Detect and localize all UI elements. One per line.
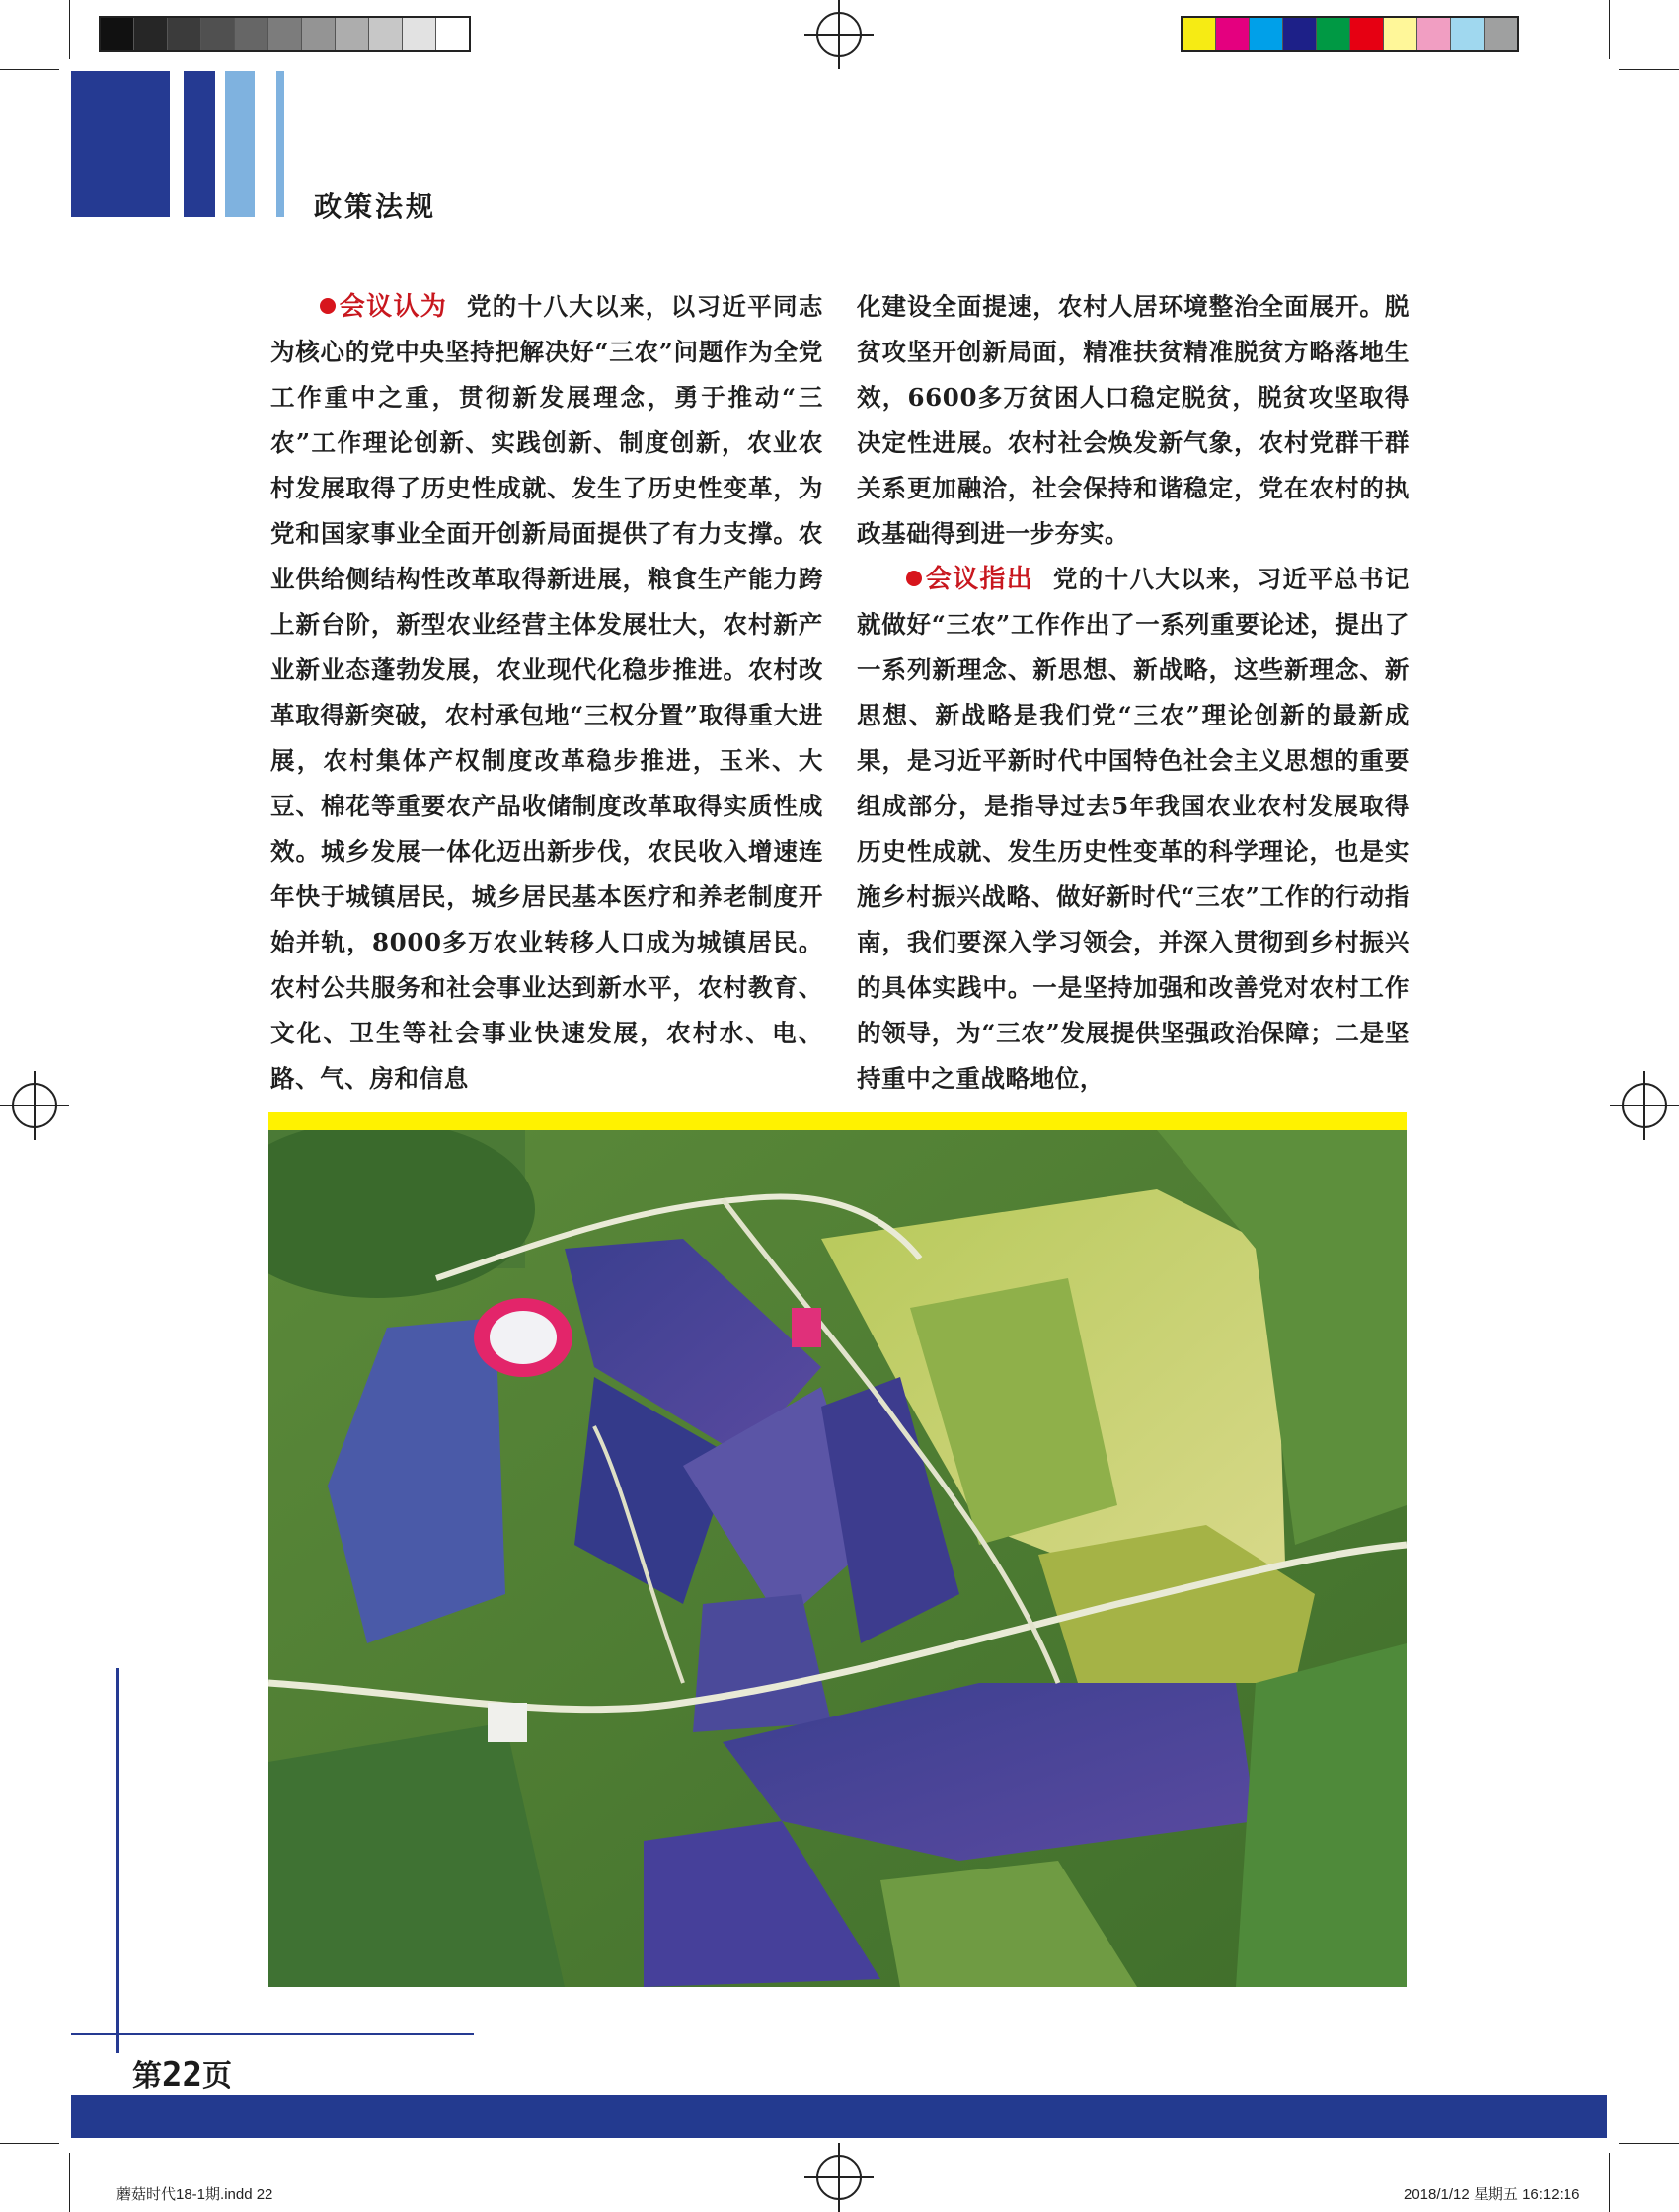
footer-horizontal-rule [71, 2033, 474, 2035]
aerial-farmland-photo [268, 1130, 1407, 1987]
header-block-light [225, 71, 255, 217]
print-timestamp: 2018/1/12 星期五 16:12:16 [1404, 2186, 1580, 2203]
color-swatch [1317, 18, 1350, 50]
color-swatch [1451, 18, 1485, 50]
gray-swatch [302, 18, 336, 50]
para2-text: 党的十八大以来，习近平总书记就做好“三农”工作作出了一系列重要论述，提出了一系列新理念、新思想、新战略，这些新理念、新思想、新战略是我们党“三农”理论创新的最新成果，是习近平新时代中国特色社会主义思想的重要组成部分，是指导过去5年我国农业农村发展取得历史性成就、发生历史性变革的科学理论，也是实施乡村振兴战略、做好新时代“三农”工作的行动指南，我们要深入学习领会，并深入贯彻到乡村振兴的具体实践中。一是坚持加强和改善党对农村工作的领导，为“三农”发展提供坚强政治保障；二是坚持重中之重战略地位， [857, 565, 1411, 1093]
color-swatch [1485, 18, 1517, 50]
registration-mark-bottom [804, 2143, 874, 2212]
color-swatch [1183, 18, 1216, 50]
crop-mark [1609, 2153, 1610, 2212]
article-column-right [857, 284, 1410, 1102]
para1-lead: 会议认为 [320, 292, 447, 322]
paragraph-1-continued: 化建设全面提速，农村人居环境整治全面展开。脱贫攻坚开创新局面，精准扶贫精准脱贫方略落地生效，6600多万贫困人口稳定脱贫，脱贫攻坚取得决定性进展。农村社会焕发新气象，农村党群干群关系更加融洽，社会保持和谐稳定，党在农村的执政基础得到进一步夯实。 [857, 292, 1410, 548]
gray-swatch [168, 18, 201, 50]
gray-swatch [201, 18, 235, 50]
color-swatch [1250, 18, 1283, 50]
page-number: 第22页 [132, 2055, 232, 2095]
gray-swatch [235, 18, 268, 50]
section-title: 政策法规 [314, 191, 437, 223]
header-block-dark-narrow [184, 71, 215, 217]
crop-mark [0, 69, 59, 70]
gray-swatch [101, 18, 134, 50]
gray-swatch [436, 18, 469, 50]
color-swatch [1417, 18, 1451, 50]
para1-text: 党的十八大以来，以习近平同志为核心的党中央坚持把解决好“三农”问题作为全党工作重中之重，贯彻新发展理念，勇于推动“三农”工作理论创新、实践创新、制度创新，农业农村发展取得了历史性成就、发生了历史性变革，为党和国家事业全面开创新局面提供了有力支撑。农业供给侧结构性改革取得新进展，粮食生产能力跨上新台阶，新型农业经营主体发展壮大，农村新产业新业态蓬勃发展，农业现代化稳步推进。农村改革取得新突破，农村承包地“三权分置”取得重大进展，农村集体产权制度改革稳步推进，玉米、大豆、棉花等重要农产品收储制度改革取得实质性成效。城乡发展一体化迈出新步伐，农民收入增速连年快于城镇居民，城乡居民基本医疗和养老制度开始并轨，8000多万农业转移人口成为城镇居民。农村公共服务和社会事业达到新水平，农村教育、文化、卫生等社会事业快速发展，农村水、电、路、气、房和信息 [270, 292, 824, 1093]
bullet-dot-icon [906, 571, 922, 586]
article-column-left [270, 284, 823, 1102]
registration-mark-right [1610, 1071, 1679, 1140]
para2-lead: 会议指出 [906, 565, 1033, 594]
gray-swatch [268, 18, 302, 50]
gray-swatch [134, 18, 168, 50]
registration-mark-top [804, 0, 874, 69]
crop-mark [69, 0, 70, 59]
paragraph-1 [270, 284, 823, 1102]
paragraph-2 [857, 557, 1410, 1102]
color-swatch [1350, 18, 1384, 50]
photo-top-bar [268, 1112, 1407, 1130]
footer-blue-bar [71, 2095, 1607, 2138]
registration-mark-left [0, 1071, 69, 1140]
grayscale-color-bar [99, 16, 471, 52]
crop-mark [1619, 2143, 1679, 2144]
header-block-dark-wide [71, 71, 170, 217]
color-swatch [1216, 18, 1250, 50]
gray-swatch [403, 18, 436, 50]
footer-vertical-rule [116, 1668, 119, 2053]
crop-mark [69, 2153, 70, 2212]
crop-mark [0, 2143, 59, 2144]
file-slug: 蘑菇时代18-1期.indd 22 [116, 2186, 273, 2203]
crop-mark [1609, 0, 1610, 59]
crop-mark [1619, 69, 1679, 70]
gray-swatch [369, 18, 403, 50]
bullet-dot-icon [320, 298, 336, 314]
color-swatch [1384, 18, 1417, 50]
process-color-bar [1181, 16, 1519, 52]
header-block-light-thin [276, 71, 284, 217]
color-swatch [1283, 18, 1317, 50]
gray-swatch [336, 18, 369, 50]
